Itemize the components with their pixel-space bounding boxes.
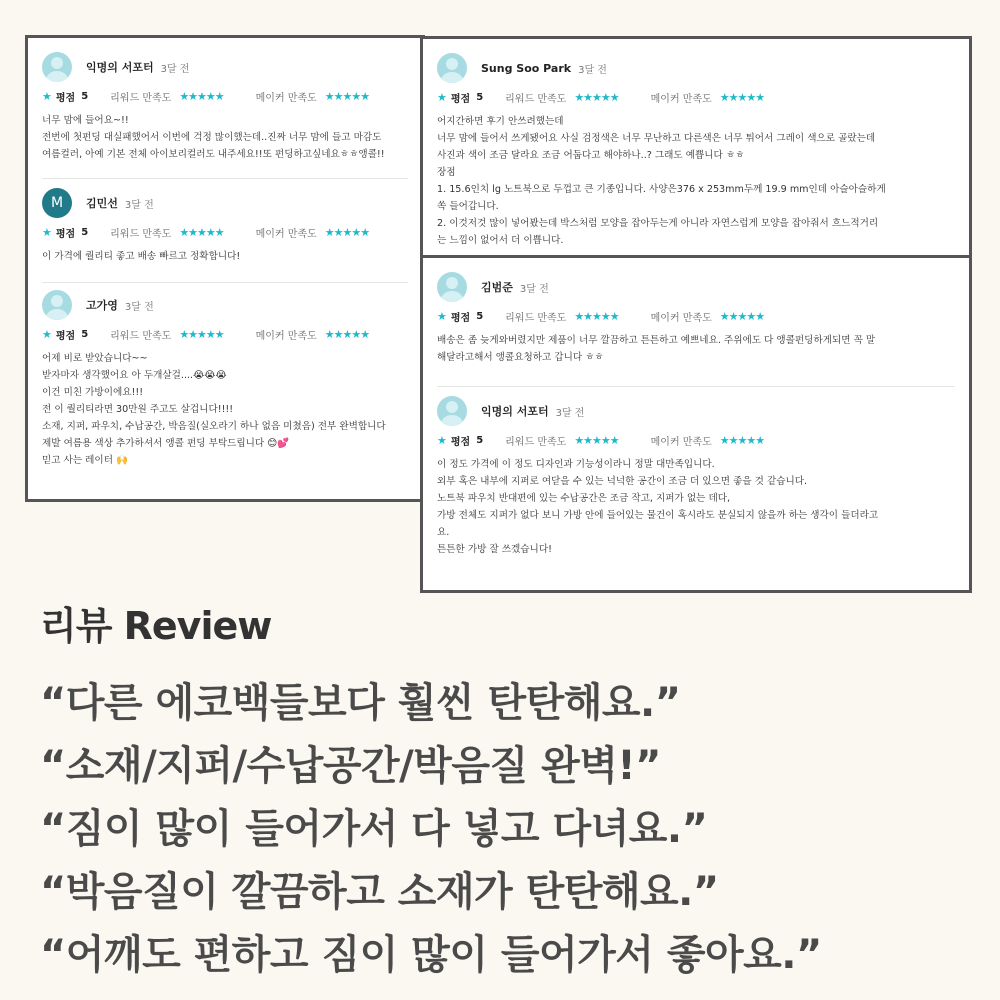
score-label: 평점 <box>450 312 471 324</box>
reviewer-name: 익명의 서포터 <box>481 405 549 418</box>
review-text-line: 노트북 파우치 반대편에 있는 수납공간은 조금 작고, 지퍼가 없는 데다, <box>437 493 731 504</box>
reward-stars: ★★★★★ <box>179 89 224 103</box>
review-text <box>437 113 969 249</box>
avatar-head-shape <box>51 295 63 307</box>
maker-stars: ★★★★★ <box>719 90 765 104</box>
maker-stars: ★★★★★ <box>324 89 370 103</box>
review-item <box>42 52 422 163</box>
review-text-line: 튼튼한 가방 잘 쓰겠습니다! <box>437 544 552 555</box>
review-header <box>42 52 422 82</box>
review-panel-bottom-right <box>420 255 972 593</box>
reward-satisfaction-label: 리워드 만족도 <box>505 436 567 448</box>
maker-stars: ★★★★★ <box>719 433 765 447</box>
review-time: 3달 전 <box>160 63 190 75</box>
score-label: 평점 <box>450 436 471 448</box>
avatar-body-shape <box>46 71 68 82</box>
reviewer-name: 고가영 <box>86 299 118 312</box>
review-text-line: 제발 여름용 색상 추가하셔서 앵콜 펀딩 부탁드립니다 😊💕 <box>42 438 290 449</box>
maker-satisfaction-label: 메이커 만족도 <box>255 330 317 342</box>
maker-satisfaction-label: 메이커 만족도 <box>650 312 712 324</box>
reward-satisfaction-label: 리워드 만족도 <box>505 93 567 105</box>
review-time: 3달 전 <box>124 301 154 313</box>
user-avatar-icon <box>42 52 72 82</box>
score-value: 5 <box>476 91 484 103</box>
avatar-body-shape <box>441 415 463 426</box>
score-label: 평점 <box>55 228 76 240</box>
score-value: 5 <box>476 310 484 322</box>
score-value: 5 <box>81 226 89 238</box>
divider <box>42 282 408 283</box>
review-panel-left <box>25 35 425 502</box>
star-icon: ★ <box>42 327 52 341</box>
user-avatar-icon <box>437 396 467 426</box>
page-heading: 리뷰 Review <box>40 604 272 648</box>
maker-satisfaction-label: 메이커 만족도 <box>255 228 317 240</box>
score-label: 평점 <box>450 93 471 105</box>
rating-row <box>42 224 422 240</box>
review-time: 3달 전 <box>578 64 607 76</box>
review-text-line: 요. <box>437 527 450 538</box>
review-text-line: 어제 비로 받았습니다~~ <box>42 353 148 364</box>
avatar-body-shape <box>46 309 68 320</box>
star-icon: ★ <box>42 225 52 239</box>
reward-stars: ★★★★★ <box>574 309 619 323</box>
avatar-body-shape <box>441 72 463 83</box>
divider <box>42 178 408 179</box>
quote-line: “어깨도 편하고 짐이 많이 들어가서 좋아요.” <box>40 932 822 978</box>
quote-line: “다른 에코백들보다 훨씬 탄탄해요.” <box>40 680 681 726</box>
rating-row <box>437 89 969 105</box>
review-text-line: 너무 맘에 들어요~!! <box>42 115 129 126</box>
review-item <box>437 53 969 249</box>
user-avatar-icon <box>437 272 467 302</box>
review-time: 3달 전 <box>555 407 585 419</box>
maker-stars: ★★★★★ <box>324 327 370 341</box>
quote-line: “박음질이 깔끔하고 소재가 탄탄해요.” <box>40 869 719 915</box>
review-text-line: 어지간하면 후기 안쓰려했는데 <box>437 116 564 127</box>
reviewer-name: 김민선 <box>86 197 118 210</box>
review-text-line: 전번에 첫펀딩 대실패했어서 이번에 걱정 많이했는데..진짜 너무 맘에 들고 마감도 <box>42 132 382 143</box>
review-text-line: 너무 맘에 들어서 쓰게됐어요 사실 검정색은 너무 무난하고 다른색은 너무 튀어서 그레이 색으로 골랐는데 <box>437 133 876 144</box>
user-avatar-icon <box>42 290 72 320</box>
review-text-line: 쏙 들어갑니다. <box>437 201 499 212</box>
quote-list <box>40 672 822 987</box>
reward-satisfaction-label: 리워드 만족도 <box>110 92 172 104</box>
review-text <box>437 456 969 558</box>
reviewer-name: Sung Soo Park <box>481 61 572 75</box>
review-text-line: 외부 혹은 내부에 지퍼로 여닫을 수 있는 넉넉한 공간이 조금 더 있으면 좋을 것 같습니다. <box>437 476 808 487</box>
maker-satisfaction-label: 메이커 만족도 <box>650 436 712 448</box>
review-header <box>42 290 422 320</box>
avatar-head-shape <box>446 277 458 289</box>
review-text-line: 받자마자 생각했어요 아 두개살걸....😭😭😭 <box>42 370 227 381</box>
maker-satisfaction-label: 메이커 만족도 <box>255 92 317 104</box>
avatar <box>42 188 72 218</box>
review-text <box>42 350 422 469</box>
maker-satisfaction-label: 메이커 만족도 <box>650 93 712 105</box>
review-text-line: 전 이 퀄리티라면 30만원 주고도 살겁니다!!!! <box>42 404 234 415</box>
review-item <box>437 272 969 366</box>
rating-row <box>437 432 969 448</box>
reward-satisfaction-label: 리워드 만족도 <box>505 312 567 324</box>
review-item <box>42 188 422 265</box>
star-icon: ★ <box>437 309 447 323</box>
review-header <box>437 396 969 426</box>
score-value: 5 <box>81 328 89 340</box>
rating-row <box>42 326 422 342</box>
score-label: 평점 <box>55 92 76 104</box>
reviewer-name: 익명의 서포터 <box>86 61 154 74</box>
review-text-line: 이 정도 가격에 이 정도 디자인과 기능성이라니 정말 대만족입니다. <box>437 459 715 470</box>
rating-row <box>42 88 422 104</box>
review-header <box>437 53 969 83</box>
review-text <box>42 112 422 163</box>
review-header <box>42 188 422 218</box>
review-text-line: 여름컬러, 아예 기본 전체 아이보리컬러도 내주세요!!또 펀딩하고싶네요ㅎㅎ앵콜!! <box>42 149 385 160</box>
review-text-line: 장점 <box>437 167 456 178</box>
reviewer-name: 김범준 <box>481 281 513 294</box>
review-text-line: 이 가격에 퀄리티 좋고 배송 빠르고 정확합니다! <box>42 251 241 262</box>
score-value: 5 <box>81 90 89 102</box>
review-panel-top-right <box>420 36 972 260</box>
review-text-line: 가방 전체도 지퍼가 없다 보니 가방 안에 들어있는 물건이 혹시라도 분실되지 않을까 하는 생각이 들더라고 <box>437 510 879 521</box>
maker-stars: ★★★★★ <box>719 309 765 323</box>
review-item <box>42 290 422 469</box>
rating-row <box>437 308 969 324</box>
reward-stars: ★★★★★ <box>574 90 619 104</box>
review-item <box>437 396 969 558</box>
user-avatar-icon <box>437 53 467 83</box>
review-text-line: 는 느낌이 없어서 더 이쁩니다. <box>437 235 564 246</box>
avatar-body-shape <box>441 291 463 302</box>
star-icon: ★ <box>42 89 52 103</box>
star-icon: ★ <box>437 90 447 104</box>
review-time: 3달 전 <box>124 199 154 211</box>
review-text-line: 1. 15.6인치 lg 노트북으로 두껍고 큰 기종입니다. 사양은376 x 253mm두께 19.9 mm인데 아슬아슬하게 <box>437 184 886 195</box>
avatar-head-shape <box>446 58 458 70</box>
review-header <box>437 272 969 302</box>
review-text-line: 배송은 좀 늦게와버렸지만 제품이 너무 깔끔하고 튼튼하고 예쁘네요. 주위에도 다 앵콜펀딩하게되면 꼭 말 <box>437 335 876 346</box>
avatar-letter: M <box>50 195 64 211</box>
quote-line: “소재/지퍼/수납공간/박음질 완벽!” <box>40 743 661 789</box>
review-text <box>437 332 969 366</box>
reward-stars: ★★★★★ <box>179 225 224 239</box>
score-label: 평점 <box>55 330 76 342</box>
review-text-line: 해달라고해서 앵콜요청하고 갑니다 ㅎㅎ <box>437 352 604 363</box>
review-time: 3달 전 <box>519 283 549 295</box>
reward-satisfaction-label: 리워드 만족도 <box>110 330 172 342</box>
reward-stars: ★★★★★ <box>179 327 224 341</box>
reward-satisfaction-label: 리워드 만족도 <box>110 228 172 240</box>
quote-line: “짐이 많이 들어가서 다 넣고 다녀요.” <box>40 806 708 852</box>
review-text-line: 소재, 지퍼, 파우치, 수납공간, 박음질(실오라기 하나 없음 미쳤음) 전부 완벽합니다 <box>42 421 386 432</box>
review-text <box>42 248 422 265</box>
star-icon: ★ <box>437 433 447 447</box>
divider <box>437 386 955 387</box>
review-text-line: 이건 미친 가방이에요!!! <box>42 387 144 398</box>
review-text-line: 믿고 사는 레이터 🙌 <box>42 455 128 466</box>
review-text-line: 사진과 색이 조금 달라요 조금 어둡다고 해야하나..? 그래도 예쁩니다 ㅎㅎ <box>437 150 745 161</box>
review-text-line: 2. 이것저것 많이 넣어봤는데 박스처럼 모양을 잡아두는게 아니라 자연스럽게 모양을 잡아줘서 흐느적거리 <box>437 218 879 229</box>
avatar-head-shape <box>446 401 458 413</box>
maker-stars: ★★★★★ <box>324 225 370 239</box>
score-value: 5 <box>476 434 484 446</box>
avatar-head-shape <box>51 57 63 69</box>
reward-stars: ★★★★★ <box>574 433 619 447</box>
